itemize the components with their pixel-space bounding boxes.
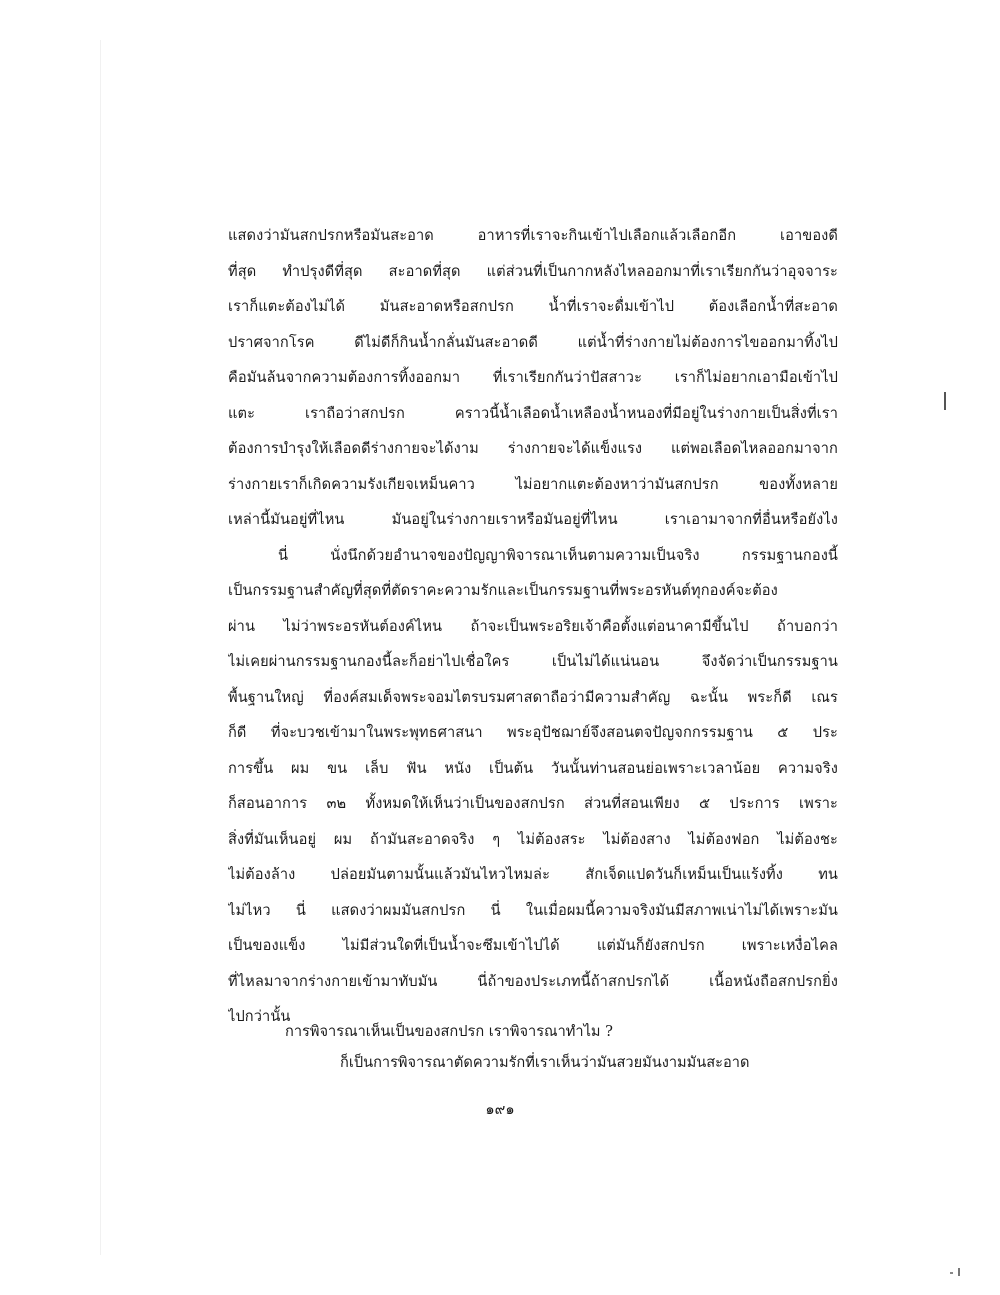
text-line: สิ่งที่มันเห็นอยู่ ผม ถ้ามันสะอาดจริง ๆ ไม่ต้องสระ ไม่ต้องสาง ไม่ต้องฟอก ไม่ต้องชะ (228, 830, 838, 848)
text-line: นี่ นั่งนึกด้วยอำนาจของปัญญาพิจารณาเห็นตามความเป็นจริง กรรมฐานกองนี้ (278, 546, 838, 564)
text-line: ต้องการบำรุงให้เลือดดีร่างกายจะได้งาม ร่างกายจะได้แข็งแรง แต่พอเลือดไหลออกมาจาก (228, 440, 838, 457)
text-line: ไม่ไหว นี่ แสดงว่าผมมันสกปรก นี่ ในเมื่อผมนี้ความจริงมันมีสภาพเน่าไม่ได้เพราะมัน (228, 901, 838, 919)
text-line: แสดงว่ามันสกปรกหรือมันสะอาด อาหารที่เราจะกินเข้าไปเลือกแล้วเลือกอีก เอาของดี (228, 227, 838, 244)
scan-speck (950, 1272, 953, 1274)
text-line: ไม่ต้องล้าง ปล่อยมันตามนั้นแล้วมันไหวไหมล่ะ สักเจ็ดแปดวันก็เหม็นเป็นแร้งทิ้ง ทน (228, 866, 838, 883)
text-line: ก็สอนอาการ ๓๒ ทั้งหมดให้เห็นว่าเป็นของสกปรก ส่วนที่สอนเพียง ๕ ประการ เพราะ (228, 795, 838, 812)
text-line: ที่ไหลมาจากร่างกายเข้ามาทับมัน นี่ถ้าของประเภทนี้ถ้าสกปรกได้ เนื้อหนังถือสกปรกยิ่ง (228, 972, 838, 990)
text-line: การขึ้น ผม ขน เล็บ ฟัน หนัง เป็นต้น วันนั้นท่านสอนย่อเพราะเวลาน้อย ความจริง (228, 759, 838, 777)
answer-line: ก็เป็นการพิจารณาตัดความรักที่เราเห็นว่ามันสวยมันงามมันสะอาด (340, 1054, 750, 1071)
text-line: ร่างกายเราก็เกิดความรังเกียจเหม็นคาว ไม่อยากแตะต้องหาว่ามันสกปรก ของทั้งหลาย (228, 475, 838, 493)
text-line: ปราศจากโรค ดีไม่ดีก็กินน้ำกลั่นมันสะอาดดี แต่น้ำที่ร่างกายไม่ต้องการไขออกมาทิ้งไป (228, 333, 838, 351)
text-line: คือมันล้นจากความต้องการทิ้งออกมา ที่เราเรียกกันว่าปัสสาวะ เราก็ไม่อยากเอามือเข้าไป (228, 369, 838, 386)
text-line: แตะ เราถือว่าสกปรก คราวนี้น้ำเลือดน้ำเหลืองน้ำหนองที่มีอยู่ในร่างกายเป็นสิ่งที่เรา (228, 404, 838, 422)
question-line: การพิจารณาเห็นเป็นของสกปรก เราพิจารณาทำไม ? (285, 1023, 614, 1040)
text-line: ไม่เคยผ่านกรรมฐานกองนี้ละก็อย่าไปเชื่อใคร เป็นไม่ได้แน่นอน จึงจัดว่าเป็นกรรมฐาน (228, 653, 838, 670)
text-line: ผ่าน ไม่ว่าพระอรหันต์องค์ไหน ถ้าจะเป็นพระอริยเจ้าคือตั้งแต่อนาคามีขึ้นไป ถ้าบอกว่า (228, 617, 838, 635)
text-line: ที่สุด ทำปรุงดีที่สุด สะอาดที่สุด แต่ส่วนที่เป็นกากหลังไหลออกมาที่เราเรียกกันว่าอุจจาระ (228, 262, 838, 280)
paragraph-1 (228, 218, 838, 538)
text-line: พื้นฐานใหญ่ ที่องค์สมเด็จพระจอมไตรบรมศาสดาถือว่ามีความสำคัญ ฉะนั้น พระก็ดี เณร (228, 688, 838, 706)
text-line: ไปกว่านั้น (228, 1008, 291, 1025)
paragraph-2 (228, 538, 838, 1035)
text-line: เราก็แตะต้องไม่ได้ มันสะอาดหรือสกปรก น้ำที่เราจะดื่มเข้าไป ต้องเลือกน้ำที่สะอาด (228, 298, 838, 315)
text-line: เป็นของแข็ง ไม่มีส่วนใดที่เป็นน้ำจะซึมเข้าไปได้ แต่มันก็ยังสกปรก เพราะเหงื่อไคล (228, 937, 838, 954)
scan-edge-shadow (100, 40, 101, 1255)
scan-speck (944, 392, 946, 410)
text-line: เหล่านี้มันอยู่ที่ไหน มันอยู่ในร่างกายเราหรือมันอยู่ที่ไหน เราเอามาจากที่อื่นหรือยังไง (228, 511, 838, 528)
scan-speck (958, 1268, 960, 1276)
text-line: เป็นกรรมฐานสำคัญที่สุดที่ตัดราคะความรักและเป็นกรรมฐานที่พระอรหันต์ทุกองค์จะต้อง (228, 582, 778, 599)
page-number: ๑๙๑ (485, 1101, 515, 1118)
body-text (228, 218, 838, 1035)
text-line: ก็ดี ที่จะบวชเข้ามาในพระพุทธศาสนา พระอุปัชฌาย์จึงสอนตจปัญจกกรรมฐาน ๕ ประ (228, 724, 838, 741)
